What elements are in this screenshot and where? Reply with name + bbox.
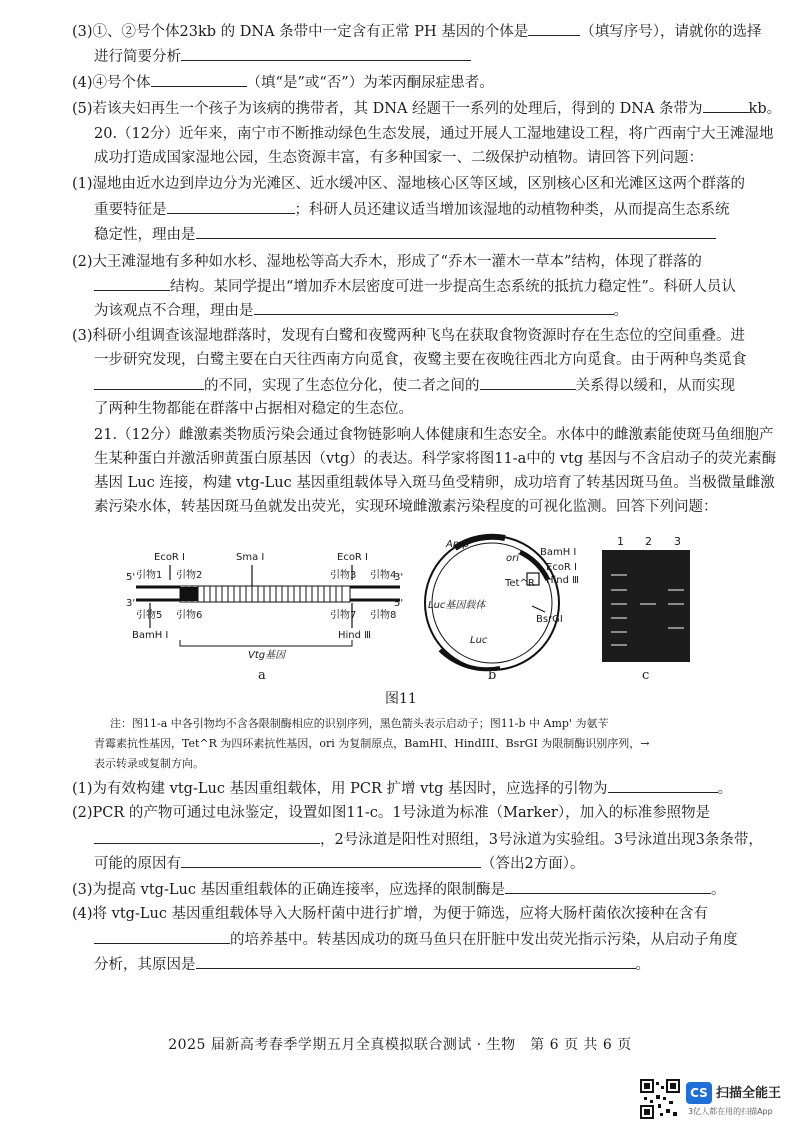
primer-6: 引物6 — [176, 610, 203, 621]
q20-part3-line4: 了两种生物都能在群落中占据相对稳定的生态位。 — [94, 401, 413, 417]
primer-1: 引物1 — [136, 570, 163, 581]
tet-label: Tet^R — [505, 578, 535, 589]
page-footer: 2025 届新高考春季学期五月全真模拟联合测试 · 生物 第 6 页 共 6 页 — [168, 1037, 632, 1053]
q19-part3-line2: 进行简要分析 — [94, 46, 471, 67]
q19-part3-line: (3)①、②号个体23kb 的 DNA 条带中一定含有正常 PH 基因的个体是 （填写序号），请就你的选择 — [72, 21, 762, 42]
q20-part1-line3: 稳定性，理由是 — [94, 224, 716, 245]
q20-intro-2: 成功打造成国家湿地公园，生态资源丰富，有多种国家一、二级保护动植物。请回答下列问题： — [94, 150, 703, 166]
ori-label: ori — [506, 553, 520, 564]
q21-intro-3: 基因 Luc 连接，构建 vtg-Luc 基因重组载体导入斑马鱼受精卵，成功培育了转基因斑马鱼。当极微量雌激 — [94, 475, 775, 491]
bsrg1-label: BsrGI — [536, 614, 563, 625]
q20-intro-1: 20.（12分）近年来，南宁市不断推动绿色生态发展，通过开展人工湿地建设工程，将广西南宁大王滩湿地 — [94, 126, 774, 142]
q21-part2-line3: 可能的原因有 （答出2方面）。 — [94, 853, 584, 874]
primer-2: 引物2 — [176, 570, 203, 581]
ecor1-label-b: EcoR I — [546, 562, 578, 573]
three-prime-bottom: 3' — [126, 598, 136, 609]
figure-a — [126, 552, 403, 683]
ecor1-left-label: EcoR I — [154, 552, 186, 563]
q21-part1: (1)为有效构建 vtg-Luc 基因重组载体，用 PCR 扩增 vtg 基因时，应选择的引物为 。 — [72, 778, 732, 799]
q20-part3-line1: (3)科研小组调查该湿地群落时，发现有白鹭和夜鹭两种飞鸟在获取食物资源时存在生态位的空间重叠。进 — [72, 328, 746, 344]
figure-note-1: 注：图11-a 中各引物均不含各限制酶相应的识别序列，黑色箭头表示启动子；图11-b 中 Amp' 为氨苄 — [110, 717, 609, 730]
lane-3-label: 3 — [674, 535, 681, 548]
watermark-subtitle: 3亿人都在用的扫描App — [688, 1107, 773, 1116]
qr-code-icon — [640, 1079, 680, 1119]
hind3-label-a: Hind Ⅲ — [338, 630, 372, 641]
q21-part4-line2: 的培养基中。转基因成功的斑马鱼只在肝脏中发出荧光指示污染，从启动子角度 — [94, 929, 738, 950]
luc-label: Luc — [470, 635, 488, 646]
q21-intro-4: 素污染水体，转基因斑马鱼就发出荧光，实现环境雌激素污染程度的可视化监测。回答下列问题： — [94, 499, 718, 515]
camscanner-logo-icon: CS — [686, 1082, 712, 1104]
primer-7: 引物7 — [330, 610, 357, 621]
q21-part4-line1: (4)将 vtg-Luc 基因重组载体导入大肠杆菌中进行扩增，为便于筛选，应将大肠杆菌依次接种在含有 — [72, 906, 709, 922]
amp-label: Amp' — [446, 539, 472, 550]
hind3-label-b: Hind Ⅲ — [546, 575, 580, 586]
bamh1-label-a: BamH I — [132, 630, 169, 641]
q19-part4: (4)④号个体 （填“是”或“否”）为苯丙酮尿症患者。 — [72, 72, 494, 93]
watermark-brand: 扫描全能王 — [716, 1086, 782, 1101]
figure-note-2: 青霉素抗性基因，Tet^R 为四环素抗性基因，ori 为复制原点，BamHI、HindIII、BsrGI 为限制酶识别序列，→ — [94, 737, 650, 750]
q21-intro-1: 21.（12分）雌激素类物质污染会通过食物链影响人体健康和生态安全。水体中的雌激素能使斑马鱼细胞产 — [94, 427, 774, 443]
q21-part4-line3: 分析，其原因是 。 — [94, 954, 650, 975]
q20-part3-line2: 一步研究发现，白鹭主要在白天往西南方向觅食，夜鹭主要在夜晚往西北方向觅食。由于两种鸟类觅食 — [94, 352, 747, 368]
five-prime-top: 5' — [126, 572, 136, 583]
primer-3: 引物3 — [330, 570, 357, 581]
figure-c — [602, 535, 690, 683]
q20-part2-line3: 为该观点不合理，理由是 。 — [94, 300, 628, 321]
figure-title: 图11 — [385, 691, 417, 707]
q20-part1-line2: 重要特征是 ；科研人员还建议适当增加该湿地的动植物种类，从而提高生态系统 — [94, 199, 730, 220]
figure-c-label: c — [642, 668, 650, 683]
bamh1-label-b: BamH I — [540, 547, 577, 558]
primer-4: 引物4 — [370, 570, 397, 581]
three-prime-top: 3' — [394, 572, 404, 583]
figure-note-3: 表示转录或复制方向。 — [94, 757, 204, 770]
q20-part1-line1: (1)湿地由近水边到岸边分为光滩区、近水缓冲区、湿地核心区等区域，区别核心区和光滩区这两个群落的 — [72, 176, 746, 192]
q21-part3: (3)为提高 vtg-Luc 基因重组载体的正确连接率，应选择的限制酶是 。 — [72, 879, 726, 900]
vtg-gene-label: Vtg基因 — [248, 650, 286, 661]
q20-part2-line2: 结构。某同学提出“增加乔木层密度可进一步提高生态系统的抵抗力稳定性”。科研人员认 — [94, 276, 736, 297]
q20-part2-line1: (2)大王滩湿地有多种如水杉、湿地松等高大乔木，形成了“乔木一灌木一草本”结构，体现了群落的 — [72, 254, 702, 270]
q19-part5: (5)若该夫妇再生一个孩子为该病的携带者，其 DNA 经题干一系列的处理后，得到的 DNA 条带为 kb。 — [72, 98, 781, 119]
q21-intro-2: 生某种蛋白并激活卵黄蛋白原基因（vtg）的表达。科学家将图11-a中的 vtg 基因与不含启动子的荧光素酶 — [94, 451, 777, 467]
ecor1-right-label: EcoR I — [337, 552, 369, 563]
five-prime-bottom: 5' — [394, 598, 404, 609]
lane-1-label: 1 — [617, 535, 624, 548]
q20-part3-line3: 的不同，实现了生态位分化，使二者之间的 关系得以缓和，从而实现 — [94, 375, 735, 396]
primer-5: 引物5 — [136, 610, 163, 621]
q21-part2-line1: (2)PCR 的产物可通过电泳鉴定，设置如图11-c。1号泳道为标准（Marker），加入的标准参照物是 — [72, 805, 711, 821]
lane-2-label: 2 — [645, 535, 652, 548]
sma1-label: Sma I — [236, 552, 265, 563]
figure-b — [425, 536, 579, 683]
figure-b-label: b — [488, 668, 497, 683]
figure-a-label: a — [258, 668, 266, 683]
primer-8: 引物8 — [370, 610, 397, 621]
q21-part2-line2: ，2号泳道是阳性对照组，3号泳道为实验组。3号泳道出现3条条带， — [94, 829, 763, 850]
vector-label: Luc基因载体 — [428, 600, 486, 611]
